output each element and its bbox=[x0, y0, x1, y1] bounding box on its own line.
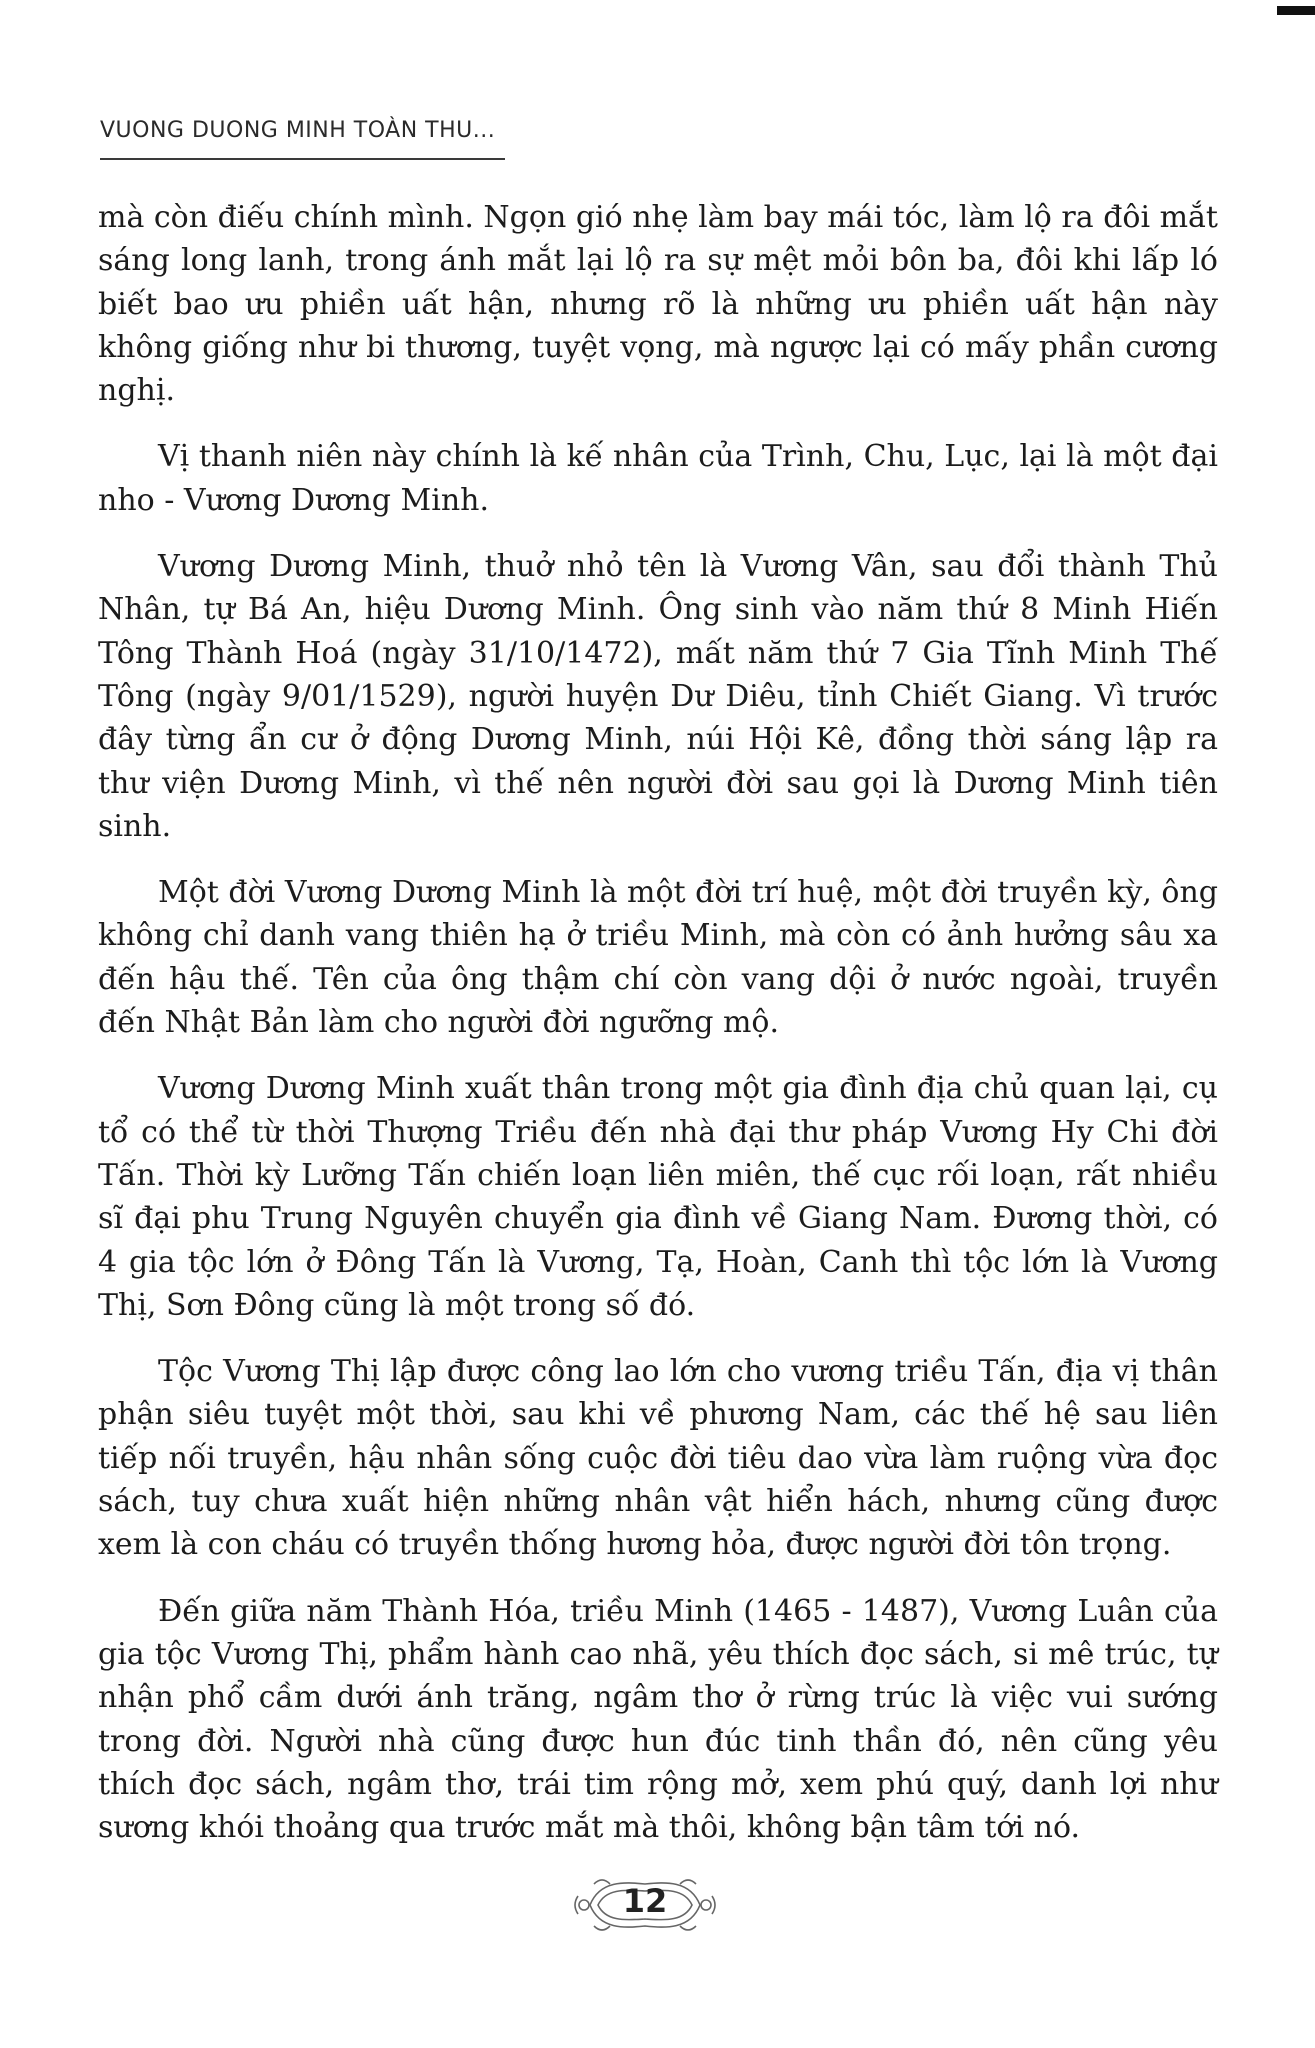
paragraph-6: Tộc Vương Thị lập được công lao lớn cho vương triều Tấn, địa vị thân phận siêu tuyệt một thời, sau khi về phương Nam, các thế hệ sau liên tiếp nối truyền, hậu nhân sống cuộc đời tiêu dao vừa làm ruộng vừa đọc sách, tuy chưa xuất hiện những nhân vật hiển hách, nhưng cũng được xem là con cháu có truyền thống hương hỏa, được người đời tôn trọng. bbox=[98, 1354, 1218, 1563]
paragraph-1: mà còn điếu chính mình. Ngọn gió nhẹ làm bay mái tóc, làm lộ ra đôi mắt sáng long lanh, trong ánh mắt lại lộ ra sự mệt mỏi bôn ba, đôi khi lấp ló biết bao ưu phiền uất hận, nhưng rõ là những ưu phiền uất hận này không giống như bi thương, tuyệt vọng, mà ngược lại có mấy phần cương nghị. bbox=[98, 200, 1218, 409]
paragraph-4: Một đời Vương Dương Minh là một đời trí huệ, một đời truyền kỳ, ông không chỉ danh vang thiên hạ ở triều Minh, mà còn có ảnh hưởng sâu xa đến hậu thế. Tên của ông thậm chí còn vang dội ở nước ngoài, truyền đến Nhật Bản làm cho người đời ngưỡng mộ. bbox=[98, 875, 1218, 1041]
page-number-ornament bbox=[570, 1870, 720, 1940]
paragraph-5: Vương Dương Minh xuất thân trong một gia đình địa chủ quan lại, cụ tổ có thể từ thời Thượng Triều đến nhà đại thư pháp Vương Hy Chi đời Tấn. Thời kỳ Lưỡng Tấn chiến loạn liên miên, thế cục rối loạn, rất nhiều sĩ đại phu Trung Nguyên chuyển gia đình về Giang Nam. Đương thời, có 4 gia tộc lớn ở Đông Tấn là Vương, Tạ, Hoàn, Canh thì tộc lớn là Vương Thị, Sơn Đông cũng là một trong số đó. bbox=[98, 1071, 1218, 1323]
header-rule bbox=[100, 158, 505, 160]
running-header: VUONG DUONG MINH TOÀN THU... bbox=[100, 118, 496, 143]
scan-corner-mark bbox=[1277, 6, 1315, 15]
paragraph-7: Đến giữa năm Thành Hóa, triều Minh (1465 - 1487), Vương Luân của gia tộc Vương Thị, phẩm hành cao nhã, yêu thích đọc sách, si mê trúc, tự nhận phổ cầm dưới ánh trăng, ngâm thơ ở rừng trúc là việc vui sướng trong đời. Người nhà cũng được hun đúc tinh thần đó, nên cũng yêu thích đọc sách, ngâm thơ, trái tim rộng mở, xem phú quý, danh lợi như sương khói thoảng qua trước mắt mà thôi, không bận tâm tới nó. bbox=[98, 1593, 1218, 1846]
body-text bbox=[98, 196, 1218, 1872]
paragraph-3: Vương Dương Minh, thuở nhỏ tên là Vương Vân, sau đổi thành Thủ Nhân, tự Bá An, hiệu Dương Minh. Ông sinh vào năm thứ 8 Minh Hiến Tông Thành Hoá (ngày 31/10/1472), mất năm thứ 7 Gia Tĩnh Minh Thế Tông (ngày 9/01/1529), người huyện Dư Diêu, tỉnh Chiết Giang. Vì trước đây từng ẩn cư ở động Dương Minh, núi Hội Kê, đồng thời sáng lập ra thư viện Dương Minh, vì thế nên người đời sau gọi là Dương Minh tiên sinh. bbox=[98, 549, 1218, 844]
paragraph-2: Vị thanh niên này chính là kế nhân của Trình, Chu, Lục, lại là một đại nho - Vương Dương Minh. bbox=[98, 439, 1218, 518]
page-number: 12 bbox=[622, 1882, 668, 1920]
